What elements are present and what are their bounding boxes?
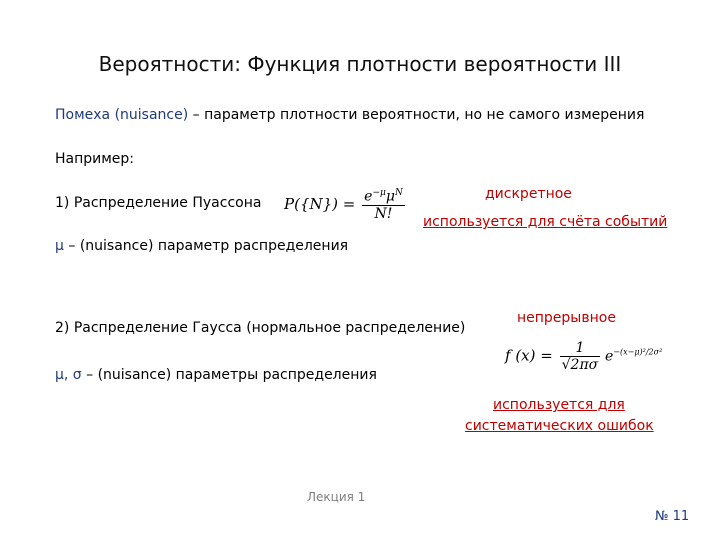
poisson-num-exp: −μ bbox=[372, 188, 386, 198]
gauss-param bbox=[55, 367, 377, 383]
nuisance-def-text: – параметр плотности вероятности, но не самого измерения bbox=[188, 107, 645, 123]
gauss-param-symbols: μ, σ bbox=[55, 367, 82, 383]
gauss-exp-sup: −(x−μ)²/2σ² bbox=[613, 347, 663, 357]
poisson-formula-lhs: P({N}) = bbox=[284, 194, 356, 213]
gauss-formula bbox=[505, 340, 662, 373]
gauss-label: 2) Распределение Гаусса (нормальное распределение) bbox=[55, 320, 466, 336]
footer-label: Лекция 1 bbox=[307, 490, 366, 504]
poisson-num-e: e bbox=[364, 188, 373, 205]
poisson-formula bbox=[284, 188, 405, 222]
poisson-param-symbol: μ bbox=[55, 238, 64, 254]
poisson-den: N! bbox=[374, 205, 393, 222]
poisson-num-n: N bbox=[394, 188, 403, 198]
poisson-num-mu: μ bbox=[385, 188, 395, 205]
gauss-den: √2πσ bbox=[561, 357, 599, 373]
poisson-label: 1) Распределение Пуассона bbox=[55, 195, 262, 211]
nuisance-term: Помеха (nuisance) bbox=[55, 107, 189, 123]
nuisance-definition bbox=[55, 107, 644, 123]
page-number: № 11 bbox=[655, 509, 690, 524]
poisson-param bbox=[55, 238, 348, 254]
gauss-param-text: – (nuisance) параметры распределения bbox=[81, 367, 377, 383]
poisson-type-label: дискретное bbox=[485, 186, 572, 202]
gauss-num: 1 bbox=[560, 340, 601, 357]
poisson-usage-label: используется для счёта событий bbox=[423, 214, 668, 230]
gauss-type-label: непрерывное bbox=[517, 310, 616, 326]
example-label: Например: bbox=[55, 151, 135, 167]
slide-title: Вероятности: Функция плотности вероятности III bbox=[98, 52, 622, 76]
poisson-param-text: – (nuisance) параметр распределения bbox=[63, 238, 349, 254]
gauss-formula-lhs: f (x) = bbox=[505, 346, 553, 365]
gauss-exp-base: e bbox=[604, 348, 614, 365]
gauss-usage-line2: систематических ошибок bbox=[465, 418, 654, 434]
gauss-usage-line1: используется для bbox=[493, 397, 625, 413]
